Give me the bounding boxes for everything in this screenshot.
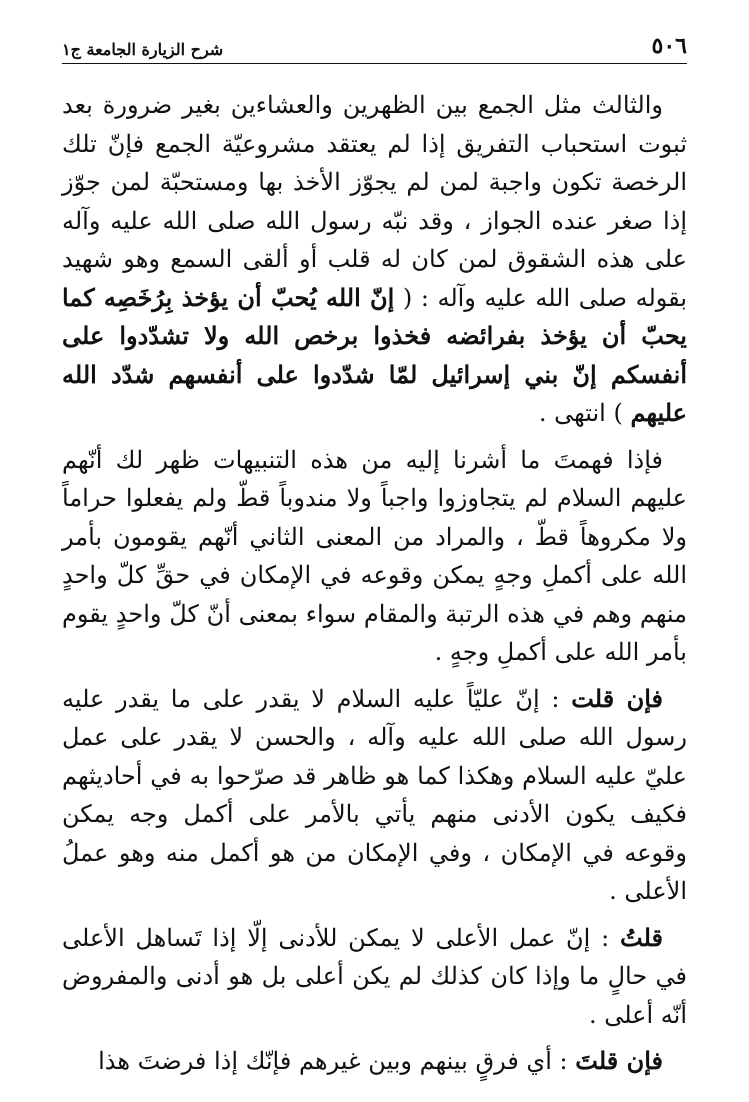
paragraph-3-text: : إنّ عليّاً عليه السلام لا يقدر على ما يقدر عليه رسول الله صلى الله عليه وآله ، والحسن لا يقدر على عمل عليّ عليه السلام وهكذا كما هو ظاهر قد صرّحوا به في أحاديثهم فكيف يكون الأدنى منهم يأتي بالأمر على أكمل وجه يمكن وقوعه في الإمكان ، وفي الإمكان من هو أكمل منه وهو عملُ الأعلى .: [62, 684, 687, 905]
objection-label: فإن قلت: [571, 683, 663, 713]
paragraph-5: [62, 1042, 687, 1081]
document-page: [62, 28, 687, 1088]
answer-label: قلتُ: [620, 922, 664, 952]
running-title: شرح الزيارة الجامعة ج١: [62, 40, 224, 59]
paragraph-5-text: : أي فرقٍ بينهم وبين غيرهم فإنّك إذا فرضتَ هذا: [98, 1047, 568, 1075]
page-number: ٥٠٦: [651, 33, 687, 59]
objection-label-2: فإن قلتَ: [575, 1046, 663, 1075]
paragraph-2: [62, 441, 687, 672]
paragraph-4-text: : إنّ عمل الأعلى لا يمكن للأدنى إلّا إذا تَساهل الأعلى في حالٍ ما وإذا كان كذلك لم يكن أعلى بل هو أدنى والمفروض أنّه أعلى .: [62, 923, 687, 1029]
paragraph-4: [62, 919, 687, 1035]
paragraph-1: [62, 86, 687, 433]
paragraph-1-end: ) انتهى .: [538, 399, 623, 427]
page-header: [62, 28, 687, 64]
paragraph-2-text: فإذا فهمتَ ما أشرنا إليه من هذه التنبيهات ظهر لك أنّهم عليهم السلام لم يتجاوزوا واجباً ولا مندوباً قطّ ولم يفعلوا حراماً ولا مكروهاً قطّ ، والمراد من المعنى الثاني أنّهم يقومون بأمر الله على أكملِ وجهٍ يمكن وقوعه في الإمكان في حقِّ كلّ واحدٍ منهم وهم في هذه الرتبة والمقام سواء بمعنى أنّ كلّ واحدٍ يقوم بأمر الله على أكملِ وجهٍ .: [62, 445, 687, 666]
page-body: [62, 86, 687, 1081]
paragraph-1-text: والثالث مثل الجمع بين الظهرين والعشاءين بغير ضرورة بعد ثبوت استحباب التفريق إذا لم يعتقد مشروعيّة الجمع فإنّ تلك الرخصة تكون واجبة لمن لم يجوّز الأخذ بها ومستحبّة لمن جوّز إذا صغر عنده الجواز ، وقد نبّه رسول الله صلى الله عليه وآله على هذه الشقوق لمن كان له قلب أو ألقى السمع وهو شهيد بقوله صلى الله عليه وآله : (: [62, 91, 687, 312]
hadith-quote: إنّ الله يُحبّ أن يؤخذ بِرُخَصِه كما يحبّ أن يؤخذ بفرائضه فخذوا برخص الله ولا تشدّدوا على أنفسكم إنّ بني إسرائيل لمّا شدّدوا على أنفسهم شدّد الله عليهم: [62, 282, 687, 427]
paragraph-3: [62, 680, 687, 911]
